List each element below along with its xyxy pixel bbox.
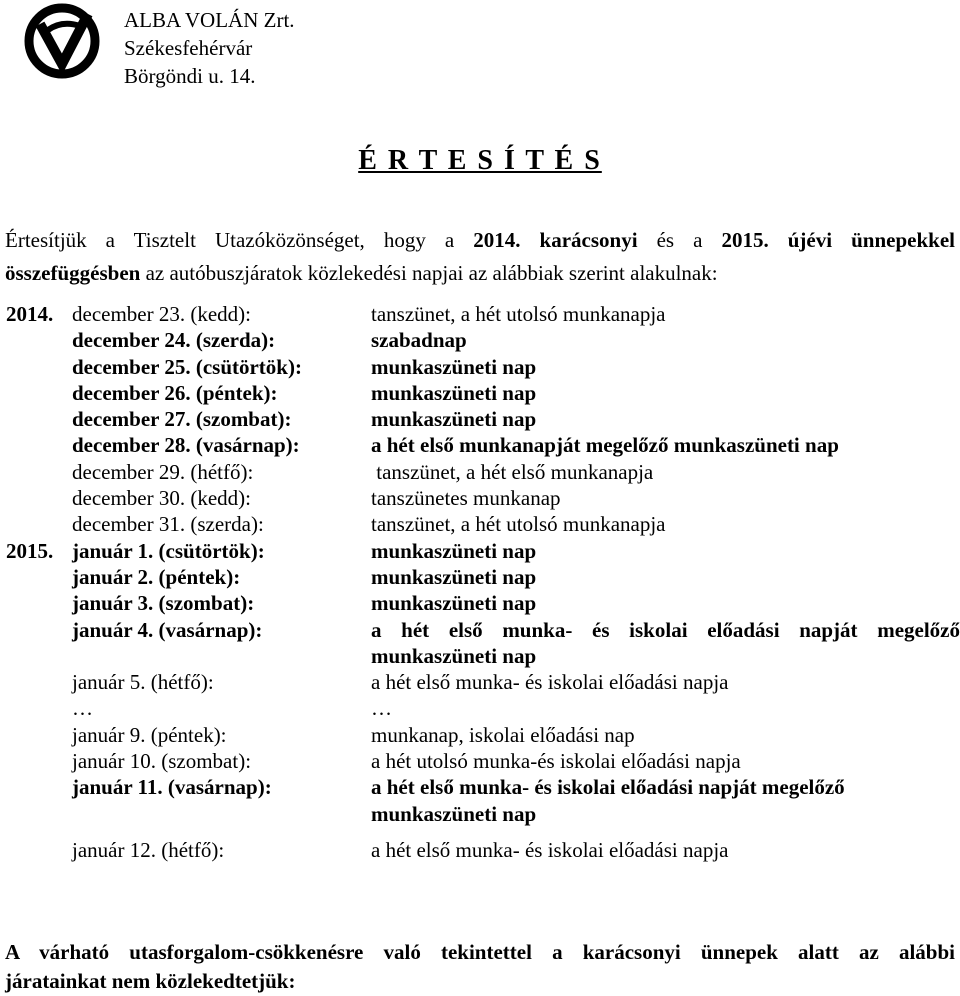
schedule-day: január 9. (péntek): (72, 722, 227, 747)
schedule-day: december 24. (szerda): (72, 328, 276, 353)
intro-bold: 2015. újévi ünnepekkel (721, 228, 955, 252)
intro-line-1 (5, 224, 955, 257)
schedule-description: tanszünet, a hét utolsó munkanapja (371, 512, 666, 537)
page-title: É R T E S Í T É S (358, 145, 602, 176)
schedule-year: 2014. (6, 302, 54, 326)
schedule-row (0, 695, 960, 721)
schedule-description: munkanap, iskolai előadási nap (371, 722, 635, 747)
schedule-row (0, 301, 960, 327)
schedule-row (0, 327, 960, 353)
intro-text: és a (637, 228, 722, 252)
intro-line-2 (5, 257, 955, 290)
schedule-day: január 12. (hétfő): (72, 837, 225, 862)
schedule-row (0, 837, 960, 863)
schedule-day: december 26. (péntek): (72, 380, 278, 405)
schedule-description: tanszünetes munkanap (371, 486, 561, 511)
intro-text: az autóbuszjáratok közlekedési napjai az alábbiak szerint alakulnak: (140, 261, 718, 285)
schedule-year: 2015. (6, 538, 54, 563)
schedule-description: munkaszüneti nap (371, 538, 537, 563)
schedule-row (0, 406, 960, 432)
schedule-description: a hét első munka- és iskolai előadási napját megelőző (371, 617, 960, 642)
schedule-description: a hét első munka- és iskolai előadási napját megelőző (371, 775, 845, 800)
schedule-day: január 11. (vasárnap): (72, 775, 272, 800)
schedule-row (0, 564, 960, 590)
schedule-day: … (72, 696, 93, 721)
schedule-description: munkaszüneti nap (371, 380, 537, 405)
schedule-description: munkaszüneti nap (371, 643, 537, 668)
schedule-row (0, 669, 960, 695)
schedule-day: december 31. (szerda): (72, 512, 264, 537)
footer-notice (5, 938, 955, 996)
schedule-row (0, 485, 960, 511)
holiday-schedule (0, 301, 960, 863)
footer-notice-line-1: A várható utasforgalom-csökkenésre való tekintettel a karácsonyi ünnepek alatt az alábbi (5, 940, 955, 964)
schedule-row (0, 722, 960, 748)
schedule-day: január 2. (péntek): (72, 564, 241, 589)
company-city: Székesfehérvár (124, 36, 253, 60)
schedule-row (0, 748, 960, 774)
schedule-day: december 25. (csütörtök): (72, 354, 302, 379)
schedule-day: december 29. (hétfő): (72, 459, 254, 484)
schedule-row (0, 774, 960, 800)
schedule-description: szabadnap (371, 328, 467, 353)
schedule-description: … (371, 696, 392, 721)
schedule-description: munkaszüneti nap (371, 564, 537, 589)
company-name: ALBA VOLÁN Zrt. (124, 8, 295, 32)
schedule-description: a hét utolsó munka-és iskolai előadási napja (371, 749, 741, 774)
schedule-row (0, 538, 960, 564)
schedule-row (0, 511, 960, 537)
schedule-description: tanszünet, a hét első munkanapja (371, 459, 654, 484)
company-info (124, 6, 295, 90)
intro-text: Értesítjük a Tisztelt Utazóközönséget, hogy a (5, 228, 474, 252)
schedule-row (0, 380, 960, 406)
schedule-day: december 30. (kedd): (72, 486, 252, 511)
schedule-description: munkaszüneti nap (371, 591, 537, 616)
schedule-row (0, 643, 960, 669)
schedule-description: munkaszüneti nap (371, 354, 537, 379)
schedule-day: január 3. (szombat): (72, 591, 255, 616)
schedule-day: december 28. (vasárnap): (72, 433, 300, 458)
schedule-day: december 23. (kedd): (72, 302, 252, 326)
schedule-description: a hét első munka- és iskolai előadási napja (371, 837, 729, 862)
schedule-day: január 1. (csütörtök): (72, 538, 265, 563)
schedule-row (0, 827, 960, 837)
schedule-row (0, 354, 960, 380)
schedule-description: a hét első munkanapját megelőző munkaszüneti nap (371, 433, 839, 458)
schedule-row (0, 617, 960, 643)
alba-volan-logo-icon (22, 2, 104, 80)
schedule-row (0, 432, 960, 458)
intro-bold: összefüggésben (5, 261, 141, 285)
schedule-description: munkaszüneti nap (371, 801, 537, 826)
schedule-row (0, 801, 960, 827)
intro-bold: 2014. karácsonyi (473, 228, 638, 252)
schedule-description: a hét első munka- és iskolai előadási napja (371, 670, 729, 695)
schedule-day: január 4. (vasárnap): (72, 617, 263, 642)
schedule-row (0, 459, 960, 485)
company-address: Börgöndi u. 14. (124, 64, 256, 88)
schedule-description: tanszünet, a hét utolsó munkanapja (371, 302, 666, 326)
schedule-day: december 27. (szombat): (72, 407, 292, 432)
schedule-description: munkaszüneti nap (371, 407, 537, 432)
intro-paragraph (5, 224, 955, 290)
footer-notice-line-2: járatainkat nem közlekedtetjük: (5, 969, 296, 993)
schedule-row (0, 590, 960, 616)
schedule-day: január 5. (hétfő): (72, 670, 214, 695)
schedule-day: január 10. (szombat): (72, 749, 252, 774)
